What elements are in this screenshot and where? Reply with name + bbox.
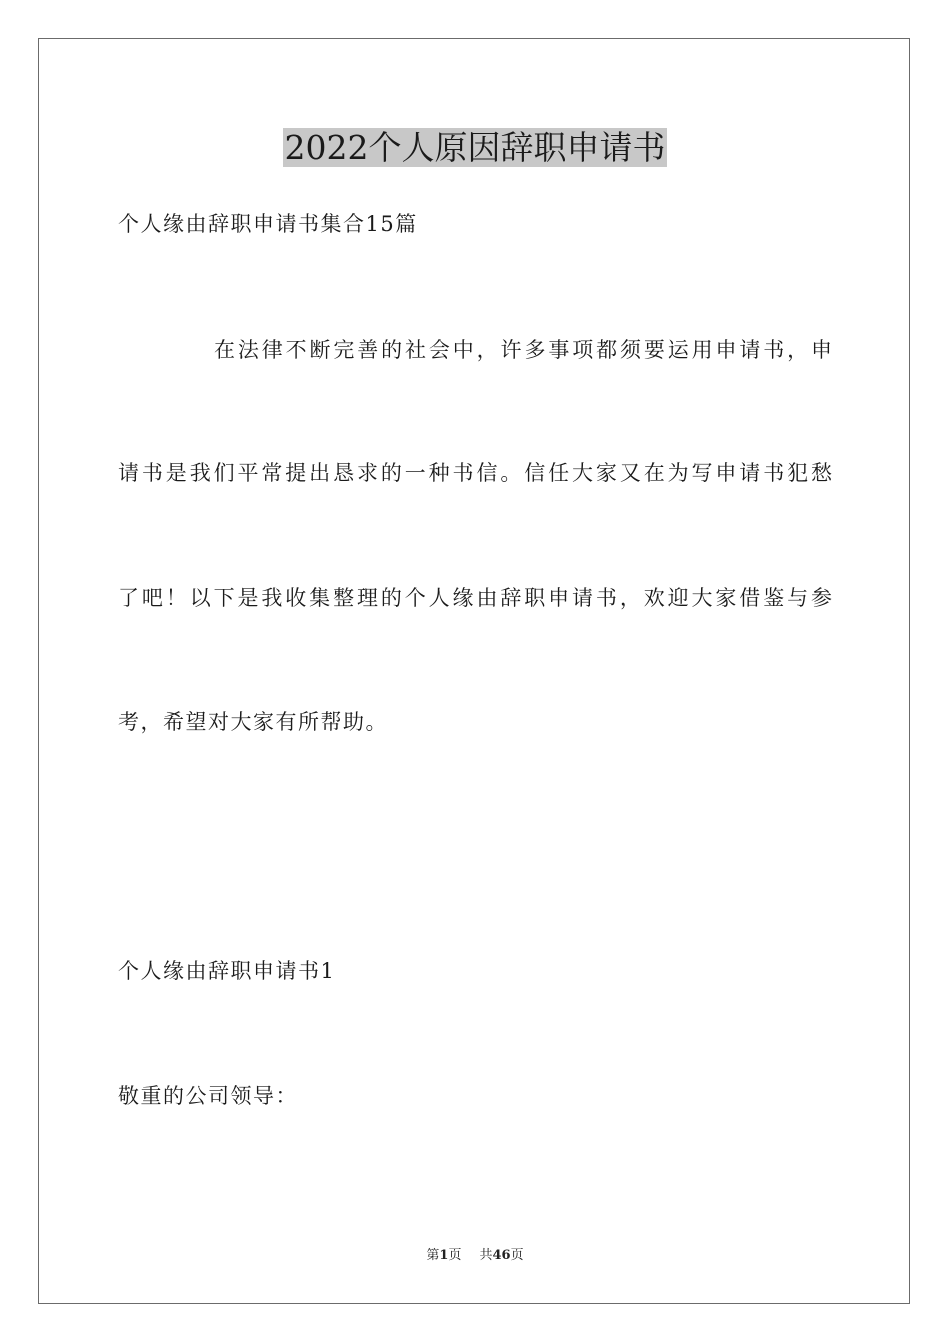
document-title bbox=[0, 126, 950, 170]
document-title-text: 2022个人原因辞职申请书 bbox=[284, 128, 666, 167]
footer-total-prefix: 共 bbox=[479, 1248, 493, 1263]
salutation: 敬重的公司领导： bbox=[118, 1084, 298, 1108]
footer-page-prefix: 第 bbox=[426, 1248, 440, 1263]
document-subtitle: 个人缘由辞职申请书集合15篇 bbox=[118, 212, 418, 236]
intro-paragraph-line-3: 了吧！以下是我收集整理的个人缘由辞职申请书，欢迎大家借鉴与参 bbox=[118, 586, 832, 610]
section-heading: 个人缘由辞职申请书1 bbox=[118, 959, 336, 983]
intro-paragraph-line-1: 在法律不断完善的社会中，许多事项都须要运用申请书，申 bbox=[214, 338, 832, 362]
intro-paragraph-line-4: 考，希望对大家有所帮助。 bbox=[118, 710, 388, 734]
footer-total-pages: 46 bbox=[492, 1248, 511, 1263]
footer-page-suffix: 页 bbox=[448, 1248, 462, 1263]
footer-page-number: 1 bbox=[439, 1248, 449, 1263]
page-footer bbox=[0, 1247, 950, 1265]
footer-total-suffix: 页 bbox=[510, 1248, 524, 1263]
intro-paragraph-line-2: 请书是我们平常提出恳求的一种书信。信任大家又在为写申请书犯愁 bbox=[118, 461, 832, 485]
